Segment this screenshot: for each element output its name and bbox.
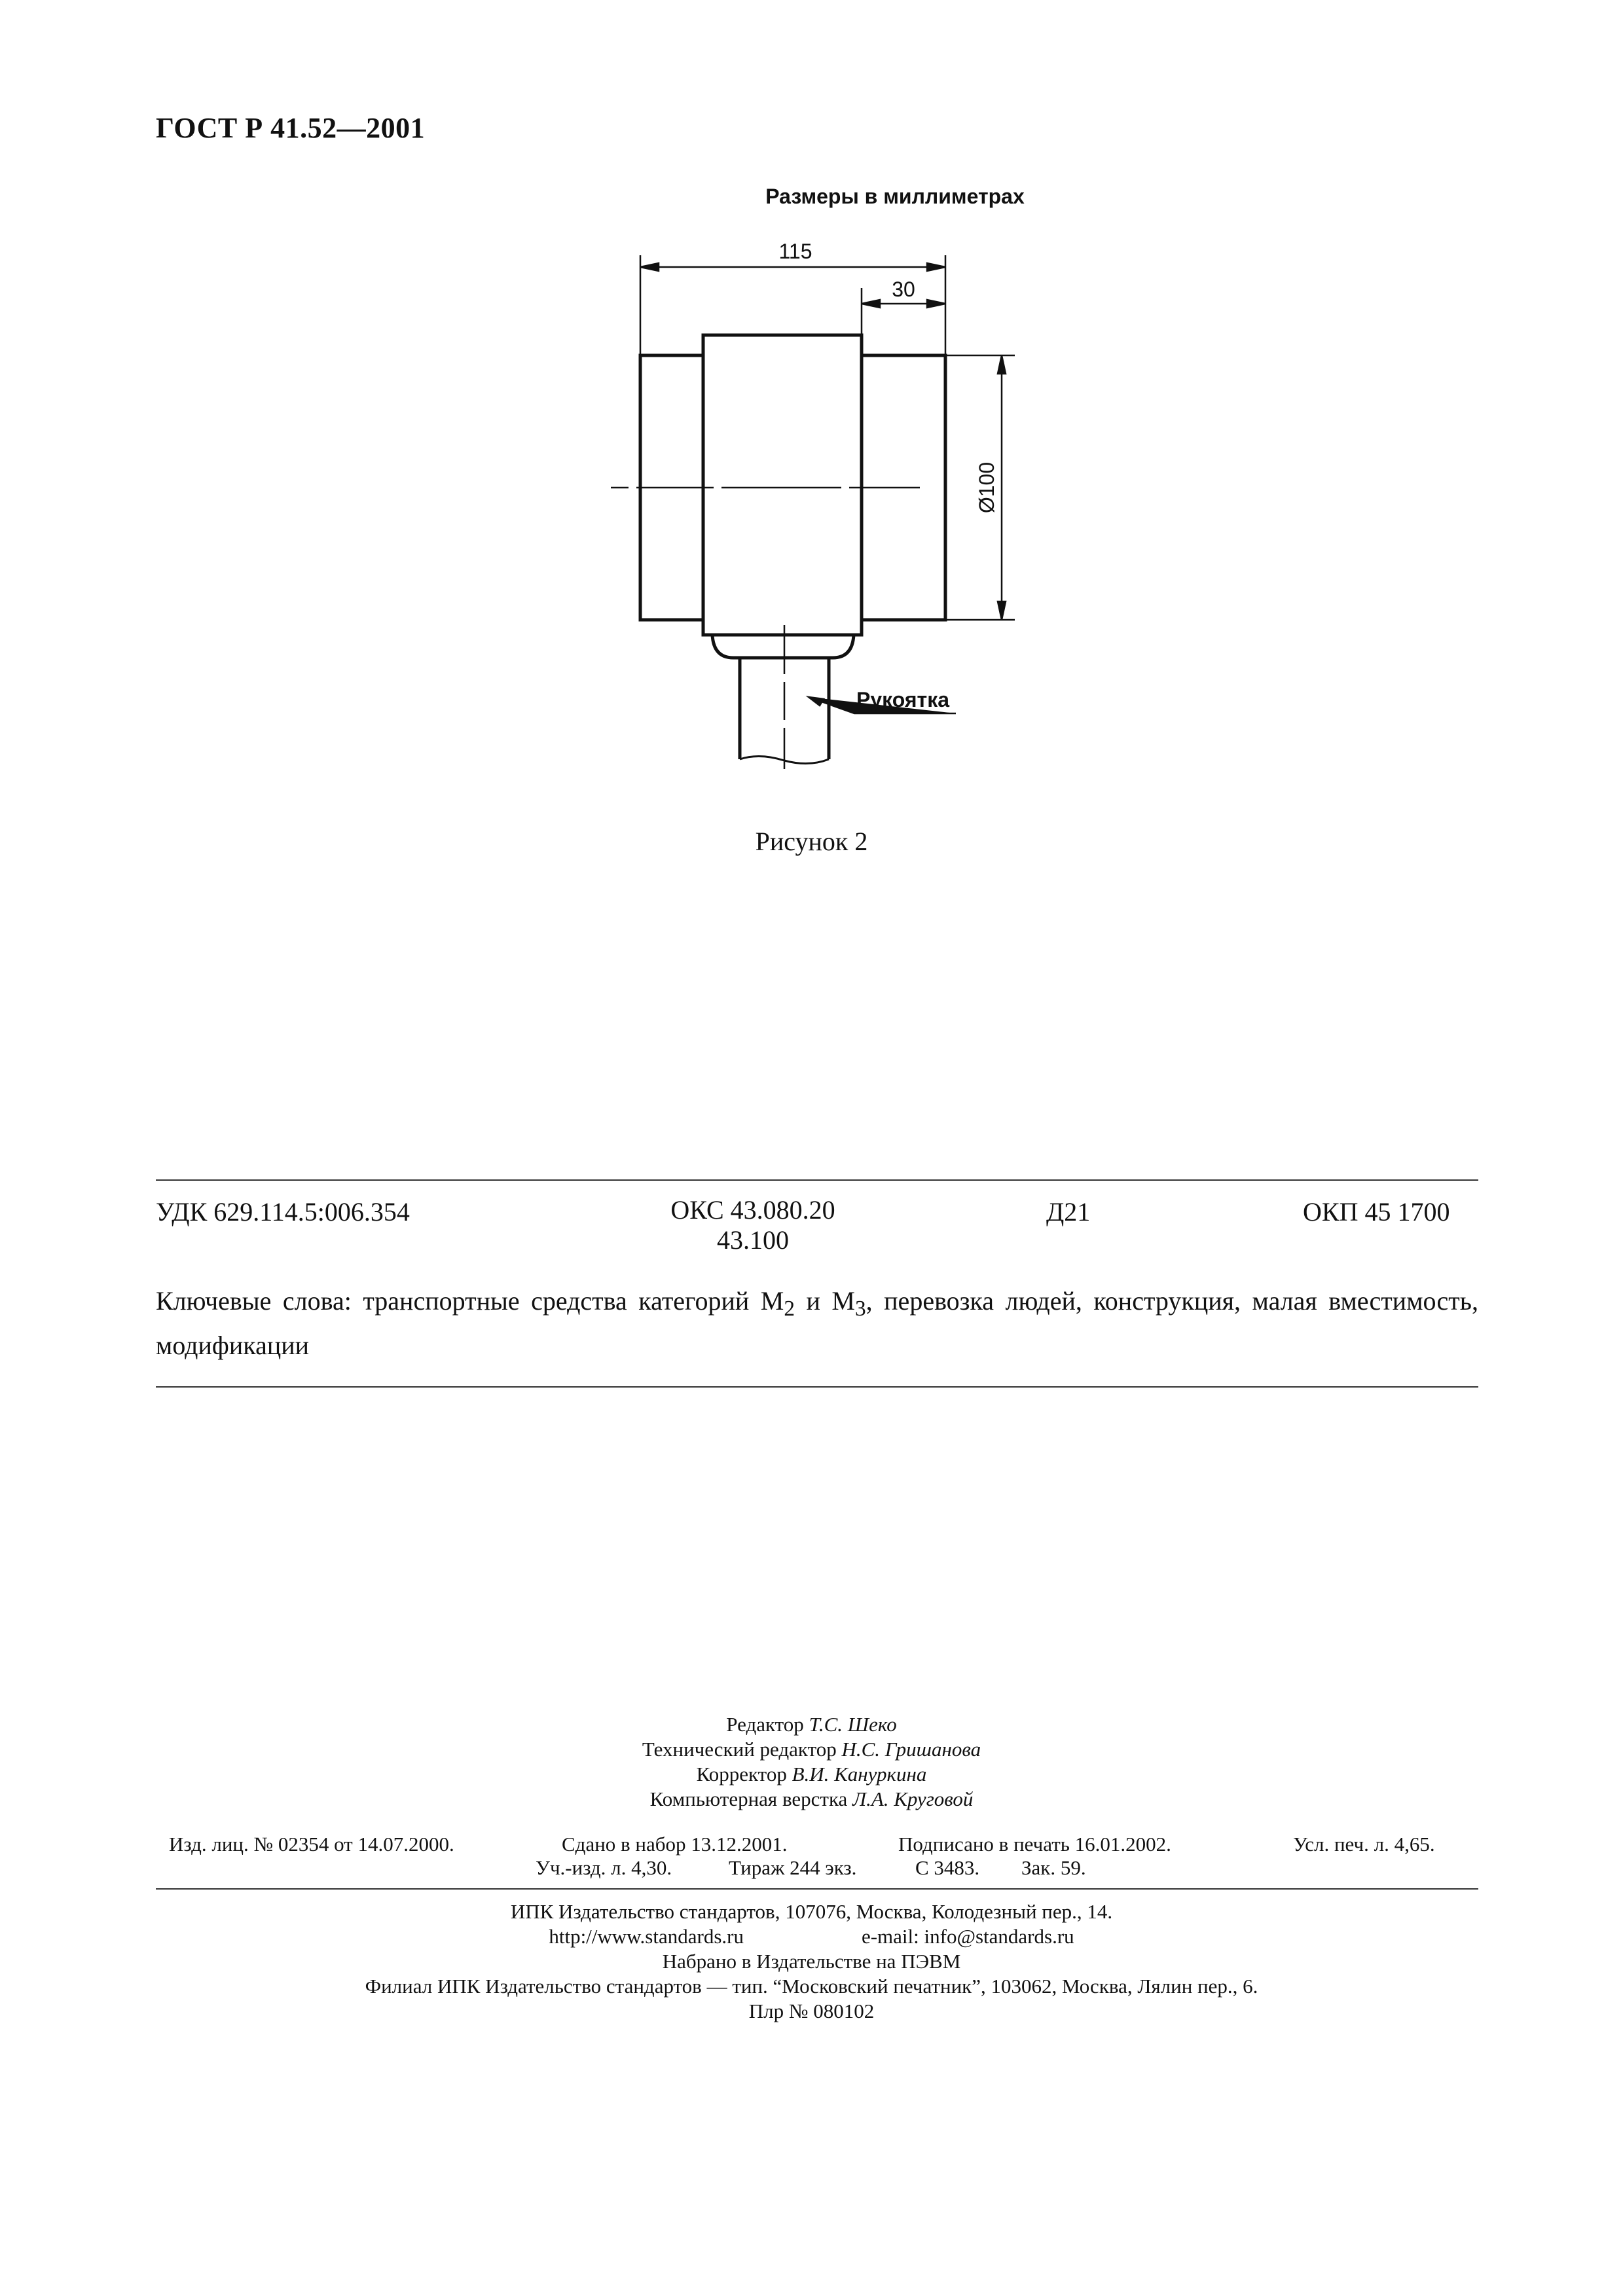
imprint-signed: Подписано в печать 16.01.2002. (898, 1833, 1171, 1856)
publisher-contacts (0, 1924, 1623, 1949)
imprint-order: Зак. 59. (1021, 1856, 1086, 1879)
standard-header: ГОСТ Р 41.52—2001 (156, 112, 426, 144)
figure-caption: Рисунок 2 (755, 827, 868, 856)
central-body (703, 335, 862, 635)
divider-imprint (156, 1888, 1478, 1890)
imprint-license: Изд. лиц. № 02354 от 14.07.2000. (169, 1833, 454, 1856)
credit-layout: Компьютерная верстка Л.А. Круговой (649, 1787, 974, 1810)
publisher-url[interactable]: http://www.standards.ru (549, 1925, 744, 1948)
imprint-c-number: С 3483. (915, 1856, 980, 1879)
dim-label-diameter: Ø100 (975, 461, 998, 514)
d-code: Д21 (1046, 1197, 1091, 1227)
oks-line-2: 43.100 (717, 1225, 789, 1255)
divider-top (156, 1179, 1478, 1181)
publisher-line-4: Филиал ИПК Издательство стандартов — тип. “Московский печатник”, 103062, Москва, Лялин пер., 6. (365, 1975, 1258, 1998)
okp-code: ОКП 45 1700 (1303, 1197, 1450, 1227)
body-lower-bulge (712, 635, 854, 658)
dim-label-115: 115 (778, 240, 812, 263)
credit-editor: Редактор Т.С. Шеко (726, 1713, 897, 1736)
figure-units-note: Размеры в миллиметрах (765, 185, 1025, 208)
imprint-typeset: Сдано в набор 13.12.2001. (562, 1833, 788, 1856)
imprint-pub-sheets: Уч.-изд. л. 4,30. (536, 1856, 672, 1879)
credit-corrector: Корректор В.И. Кануркина (696, 1763, 927, 1785)
oks-code (629, 1195, 877, 1255)
technical-drawing (0, 0, 1623, 785)
credit-tech-editor: Технический редактор Н.С. Гришанова (642, 1738, 981, 1761)
publisher-line-3: Набрано в Издательстве на ПЭВМ (662, 1950, 961, 1973)
publisher-line-5: Плр № 080102 (748, 2000, 875, 2022)
dim-label-30: 30 (892, 278, 915, 301)
udk-code: УДК 629.114.5:006.354 (156, 1197, 410, 1227)
oks-line-1: ОКС 43.080.20 (670, 1195, 835, 1225)
handle-label: Рукоятка (856, 688, 950, 711)
publisher-block (0, 1899, 1623, 2024)
credits (0, 1712, 1623, 1812)
keywords: Ключевые слова: транспортные средства категорий $М_2$ и $М_3$, перевозка людей, конструкция, малая вместимость, модификации (156, 1286, 1478, 1360)
imprint-sheets: Усл. печ. л. 4,65. (1293, 1833, 1435, 1856)
divider-keywords (156, 1386, 1478, 1388)
publisher-line-1: ИПК Издательство стандартов, 107076, Москва, Колодезный пер., 14. (510, 1900, 1113, 1923)
publisher-email[interactable]: e-mail: info@standards.ru (861, 1925, 1074, 1948)
imprint-print-run: Тираж 244 экз. (729, 1856, 857, 1879)
